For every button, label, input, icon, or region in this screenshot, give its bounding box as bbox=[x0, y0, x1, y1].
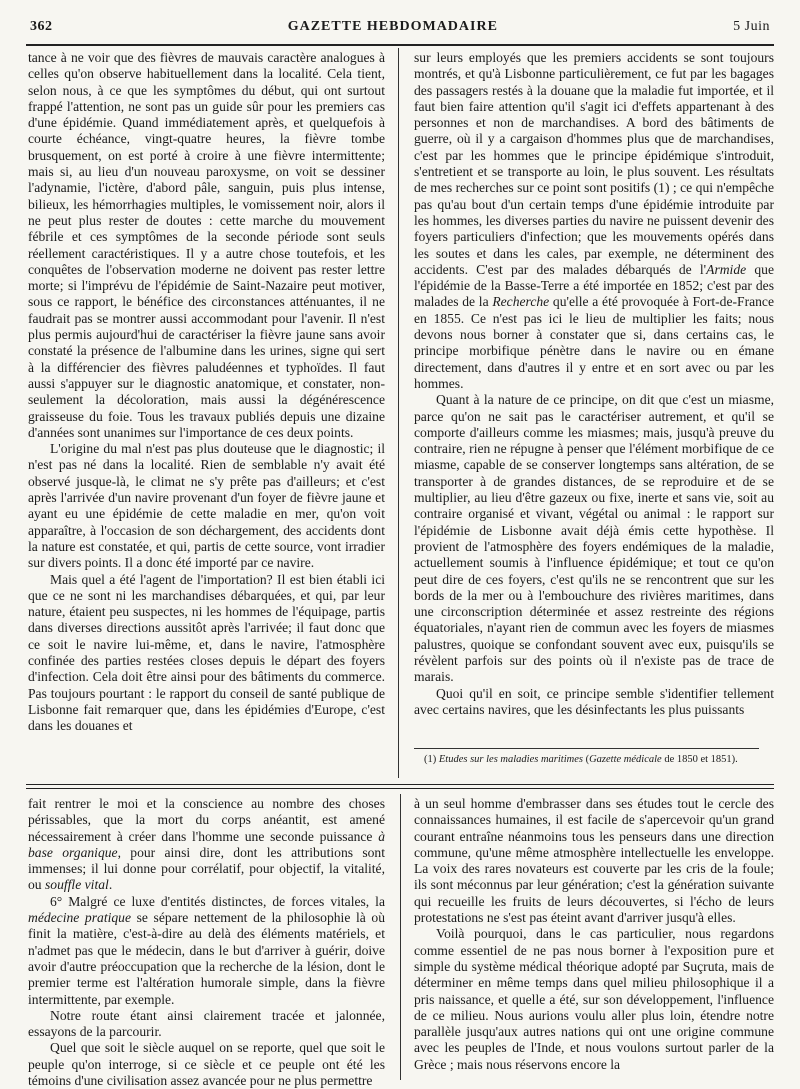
lower-left-column bbox=[28, 796, 385, 1089]
emphasis: souffle vital bbox=[45, 877, 109, 893]
column-divider-lower bbox=[400, 794, 401, 1080]
lower-right-column bbox=[414, 796, 774, 1073]
emphasis: médecine pratique bbox=[28, 910, 131, 926]
paragraph bbox=[414, 50, 774, 392]
page-header bbox=[30, 14, 770, 40]
paragraph bbox=[28, 796, 385, 894]
text-run: . bbox=[108, 877, 113, 893]
section-rule bbox=[26, 788, 774, 789]
paragraph: Quel que soit le siècle auquel on se reporte, quel que soit le peuple qu'on interroge, si ce siècle et ce peuple ont été les témoins d'une civilisation assez avancée pour ne plus permettre bbox=[28, 1040, 385, 1089]
page-number: 362 bbox=[30, 19, 53, 34]
footnote-rule bbox=[414, 748, 759, 749]
ship-name: Armide bbox=[706, 261, 747, 277]
footnote-marker: (1) bbox=[424, 754, 439, 765]
paragraph bbox=[28, 894, 385, 1008]
paragraph: tance à ne voir que des fièvres de mauvais caractère analogues à celles qu'on observe habituellement dans la localité. Cela tient, selon nous, à ce que les symptômes du début, qui ont surtout frappé l'attention, ne sont pas un guide sûr pour les premiers cas d'une épidémie. Quand immédiatement après, et quelquefois à courte échéance, vingt-quatre heures, la fièvre tombe brusquement, on est porté à croire à une fièvre intermittente; mais si, au lieu d'un nouveau paroxysme, on voit se dessiner l'adynamie, l'ictère, d'abord pâle, sanguin, puis plus intense, bilieux, les hémorrhagies multiples, le vomissement noir, alors il ne peut plus rester de doutes : cette marche du mouvement fébrile et ces symptômes de la seconde période sont seuls réellement caractéristiques. Il y a autre chose toutefois, et les conquêtes de l'observation moderne ne doivent pas rester lettre morte; si l'imprévu de l'épidémie de Saint-Nazaire peut motiver, sous ce rapport, le bénéfice des circonstances atténuantes, il ne faudrait pas se montrer aussi accommodant pour l'avenir. Il n'est plus permis aujourd'hui de caractériser la fièvre jaune sans avoir constaté la présence de l'albumine dans les urines, signe qui sert à la différencier des fièvres paludéennes et typhoïdes. Il faut aussi s'appuyer sur le diagnostic anatomique, et constater, non-seulement la décoloration, mais aussi la dégénérescence graisseuse du foie. Tous les travaux publiés depuis une dizaine d'années sont unanimes sur l'importance de ces deux points. bbox=[28, 50, 385, 440]
section-rule bbox=[26, 784, 774, 785]
paragraph: Quoi qu'il en soit, ce principe semble s'identifier tellement avec certains navires, que les désinfectants les plus puissants bbox=[414, 685, 774, 717]
text-run: 6° Malgré ce luxe d'entités distinctes, de forces vitales, la bbox=[50, 893, 385, 909]
column-divider-upper bbox=[398, 48, 399, 778]
paragraph: à un seul homme d'embrasser dans ses études tout le cercle des connaissances humaines, il est facile de s'apercevoir qu'un grand courant entraîne néanmoins tous les penseurs dans une direction commune, qu'une même atmosphère intellectuelle les enveloppe. La voix des rares novateurs est couverte par les cris de la foule; ils sont méconnus par leur génération; c'est la génération suivante qui recueille les fruits de leurs découvertes, si l'écho de leurs protestations ne s'est pas éteint avant d'arriver jusqu'à elles. bbox=[414, 796, 774, 926]
header-rule bbox=[26, 44, 774, 46]
publication-title: GAZETTE HEBDOMADAIRE bbox=[287, 19, 498, 34]
text-run: qu'elle a été provoquée à Fort-de-France en 1855. Ce n'est pas ici le lieu de multiplier les faits; nous devons nous borner à constater que si, dans certains cas, le principe morbifique pénètre dans le navire ou en émane directement, dans d'autres il y entre et en sort avec ou par les hommes. bbox=[414, 294, 775, 391]
upper-left-column bbox=[28, 50, 385, 734]
text-run: que l'épidémie de la Basse-Terre a été importée en 1852; c'est par des malades de la bbox=[414, 261, 774, 310]
paragraph: Mais quel a été l'agent de l'importation? Il est bien établi ici que ce ne sont ni les marchandises débarquées, et qui, par leur nature, étaient peu suspectes, ni les hommes de l'équipage, partis dans diverses directions aussitôt après l'arrivée; il faut donc que ce soit le navire lui-même, et, dans le navire, l'atmosphère confinée des parties restées closes depuis le départ des foyers d'infection. Cela doit être ainsi pour des bâtiments du commerce. Pas toujours pourtant : le rapport du conseil de santé publique de Lisbonne fait remarquer que, dans les épidémies d'Europe, c'est dans les douanes et bbox=[28, 571, 385, 734]
text-run: , pour ainsi dire, dont les attributions sont immenses; il lui donne pour corrélatif, pour objectif, la vitalité, ou bbox=[28, 844, 385, 893]
footnote bbox=[424, 753, 774, 766]
text-run: sur leurs employés que les premiers accidents se sont toujours montrés, et qu'à Lisbonne particulièrement, ce fut par les bagages des passagers restés à la douane que la maladie fut importée, et il faut bien faire attention qu'il s'agit ici d'effets appartenant à des personnes et non de marchandises. A bord des bâtiments de guerre, où il y a cargaison d'hommes plus que de marchandises, c'est par les hommes que le principe épidémique s'introduit, s'entretient et se transporte au loin, le plus souvent. Les résultats de mes recherches sur ce point sont positifs (1) ; ce qui n'empêche pas qu'au bout d'un certain temps d'une épidémie introduite par les hommes, les diverses parties du navire ne puissent devenir des foyers particuliers d'infection; que les mouvements opérés dans les soutes et dans les cales, par exemple, ne déterminent des accidents. C'est par des malades débarqués de l' bbox=[414, 50, 774, 277]
text-run: ( bbox=[582, 754, 590, 765]
text-run: de 1850 et 1851). bbox=[661, 754, 738, 765]
text-run: fait rentrer le moi et la conscience au nombre des choses périssables, que la mort du corps anéantit, est amené nécessairement à créer dans l'homme une seconde puissance bbox=[28, 796, 385, 844]
footnote-title: Etudes sur les maladies maritimes bbox=[438, 754, 583, 765]
paragraph: Quant à la nature de ce principe, on dit que c'est un miasme, parce qu'on ne sait pas le caractériser autrement, et qu'il se comporte d'ailleurs comme les miasmes; mais, jusqu'à preuve du contraire, rien ne répugne à penser que l'élément morbifique de ce miasme, capable de se conserver longtemps sans altération, de se transporter à de grandes distances, de se reproduire et de se multiplier, au lieu d'être gazeux ou fixe, inerte et sans vie, soit au contraire organisé et vivant, végétal ou animal : le rapport sur l'épidémie de Lisbonne avait déjà émis cette hypothèse. Il provient de l'atmosphère des foyers endémiques de la maladie, actuellement soumis à l'influence épidémique; et tout ce qu'on peut dire de ces foyers, c'est qu'ils ne se rencontrent que sur les bords de la mer ou à l'embouchure des rivières maritimes, dans une circonscription déterminée et assez restreinte des régions équatoriales, n'ayant rien de commun avec les foyers de miasmes palustres, quoique se confondant souvent avec eux, puisqu'ils se révèlent parfois sur des points où il n'existe pas de trace de marais. bbox=[414, 392, 774, 685]
paragraph: L'origine du mal n'est pas plus douteuse que le diagnostic; il n'est pas né dans la localité. Rien de semblable n'y avait été observé jusque-là, le climat ne s'y prête pas d'ailleurs; et c'est après l'arrivée d'un navire provenant d'un foyer de fièvre jaune et ayant eu une épidémie de cette maladie en mer, qu'on voit apparaître, à l'occasion de son déchargement, des accidents dont la nature est constatée, et qui, partis de cette source, vont irradier sur divers points. Il a donc été importé par ce navire. bbox=[28, 441, 385, 571]
paragraph: Voilà pourquoi, dans le cas particulier, nous regardons comme essentiel de ne pas nous borner à l'exposition pure et simple du système médical théorique adopté par Suçruta, mais de déterminer en même temps dans quel milieu philosophique il a pris naissance, et quelle a été, sur son développement, l'influence de ce milieu. Nous aurions voulu aller plus loin, étendre notre parallèle jusqu'aux autres nations qui ont une origine commune avec les peuples de l'Inde, et nous voulons surtout parler de la Grèce ; mais nous réservons encore la bbox=[414, 926, 774, 1072]
issue-date: 5 Juin bbox=[733, 19, 770, 34]
text-run: se sépare nettement de la philosophie là où finit la matière, c'est-à-dire au delà des éléments matériels, et n'admet pas que le médecin, dans le but d'arriver à guérir, doive avoir d'autre préoccupation que la recherche de la lésion, dont le premier terme est l'altération humorale simple, dans la fièvre intermittente, par exemple. bbox=[28, 910, 385, 1007]
paragraph: Notre route étant ainsi clairement tracée et jalonnée, essayons de la parcourir. bbox=[28, 1007, 385, 1040]
ship-name: Recherche bbox=[492, 294, 550, 310]
emphasis: à base organique bbox=[28, 828, 385, 860]
footnote-journal: Gazette médicale bbox=[589, 754, 662, 765]
upper-right-column bbox=[414, 50, 774, 718]
